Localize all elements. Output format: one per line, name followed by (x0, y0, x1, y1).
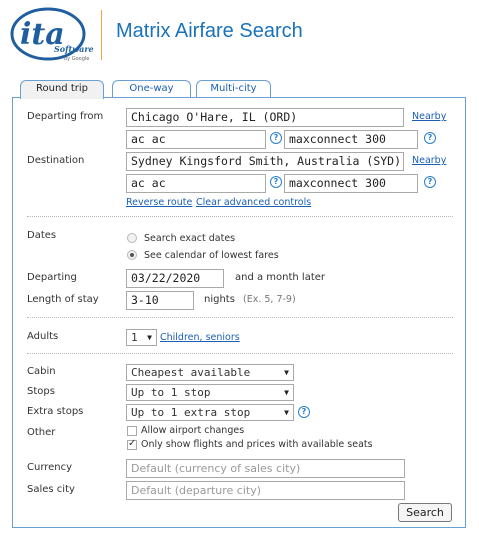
only-available-seats-label: Only show flights and prices with available seats (141, 439, 373, 450)
length-of-stay-input[interactable]: 3-10 (126, 291, 194, 310)
header-divider (101, 10, 102, 60)
dates-label: Dates (27, 230, 57, 241)
cabin-select-value: Cheapest available (131, 366, 251, 379)
departing-from-label: Departing from (27, 111, 104, 122)
logo-software-text: Software (54, 44, 94, 54)
radio-exact-dates[interactable] (127, 233, 137, 243)
page-title: Matrix Airfare Search (116, 20, 303, 42)
radio-calendar-lowest-fares[interactable] (127, 250, 137, 260)
destination-extension-input[interactable]: maxconnect 300 (284, 174, 418, 193)
length-of-stay-label: Length of stay (27, 294, 99, 305)
chevron-down-icon: ▼ (284, 368, 289, 377)
header (0, 0, 479, 75)
children-seniors-link[interactable]: Children, seniors (160, 332, 240, 343)
extra-stops-help-icon[interactable]: ? (298, 406, 310, 418)
extra-stops-select-value: Up to 1 extra stop (131, 406, 251, 419)
destination-routing-help-icon[interactable]: ? (270, 176, 282, 188)
other-label: Other (27, 427, 56, 438)
reverse-route-link[interactable]: Reverse route (126, 197, 193, 208)
chevron-down-icon: ▼ (284, 388, 289, 397)
departing-from-input[interactable]: Chicago O'Hare, IL (ORD) (126, 108, 404, 127)
search-form-panel (12, 97, 466, 528)
sales-city-input[interactable]: Default (departure city) (126, 481, 405, 500)
extra-stops-select[interactable] (126, 404, 294, 421)
departing-extension-help-icon[interactable]: ? (424, 132, 436, 144)
logo-ita-text: ita (20, 17, 65, 52)
tab-one-way[interactable]: One-way (112, 80, 191, 98)
adults-select-value: 1 (131, 331, 138, 344)
section-divider (27, 317, 453, 318)
destination-input[interactable]: Sydney Kingsford Smith, Australia (SYD) (126, 152, 404, 171)
nights-label: nights (204, 294, 235, 305)
destination-label: Destination (27, 155, 85, 166)
currency-label: Currency (27, 462, 73, 473)
radio-calendar-label: See calendar of lowest fares (144, 250, 279, 261)
cabin-label: Cabin (27, 366, 56, 377)
departing-date-label: Departing (27, 272, 77, 283)
stops-select[interactable] (126, 384, 294, 401)
clear-advanced-controls-link[interactable]: Clear advanced controls (196, 197, 312, 208)
chevron-down-icon: ▼ (147, 333, 152, 342)
chevron-down-icon: ▼ (284, 408, 289, 417)
destination-nearby-link[interactable]: Nearby (412, 155, 447, 166)
departing-extension-input[interactable]: maxconnect 300 (284, 130, 418, 149)
allow-airport-changes-checkbox[interactable] (127, 426, 137, 436)
departing-date-input[interactable]: 03/22/2020 (126, 269, 224, 288)
stops-select-value: Up to 1 stop (131, 386, 211, 399)
sales-city-label: Sales city (27, 484, 75, 495)
search-button[interactable]: Search (398, 503, 452, 522)
adults-select[interactable] (126, 329, 157, 346)
only-available-seats-checkbox[interactable] (127, 440, 137, 450)
departing-routing-input[interactable]: ac ac (126, 130, 266, 149)
destination-extension-help-icon[interactable]: ? (424, 176, 436, 188)
extra-stops-label: Extra stops (27, 406, 84, 417)
section-divider (27, 353, 453, 354)
allow-airport-changes-label: Allow airport changes (141, 425, 245, 436)
length-of-stay-hint: (Ex. 5, 7-9) (243, 294, 296, 305)
radio-exact-dates-label: Search exact dates (144, 233, 236, 244)
stops-label: Stops (27, 386, 55, 397)
currency-input[interactable]: Default (currency of sales city) (126, 459, 405, 478)
cabin-select[interactable] (126, 364, 294, 381)
adults-label: Adults (27, 331, 59, 342)
departing-nearby-link[interactable]: Nearby (412, 111, 447, 122)
departing-date-suffix: and a month later (235, 272, 326, 283)
ita-software-logo (10, 6, 94, 66)
logo-bygoogle-text: by Google (64, 56, 90, 62)
tab-multi-city[interactable]: Multi-city (196, 80, 271, 98)
departing-routing-help-icon[interactable]: ? (270, 132, 282, 144)
destination-routing-input[interactable]: ac ac (126, 174, 266, 193)
tab-round-trip[interactable]: Round trip (20, 80, 104, 99)
section-divider (27, 216, 453, 217)
